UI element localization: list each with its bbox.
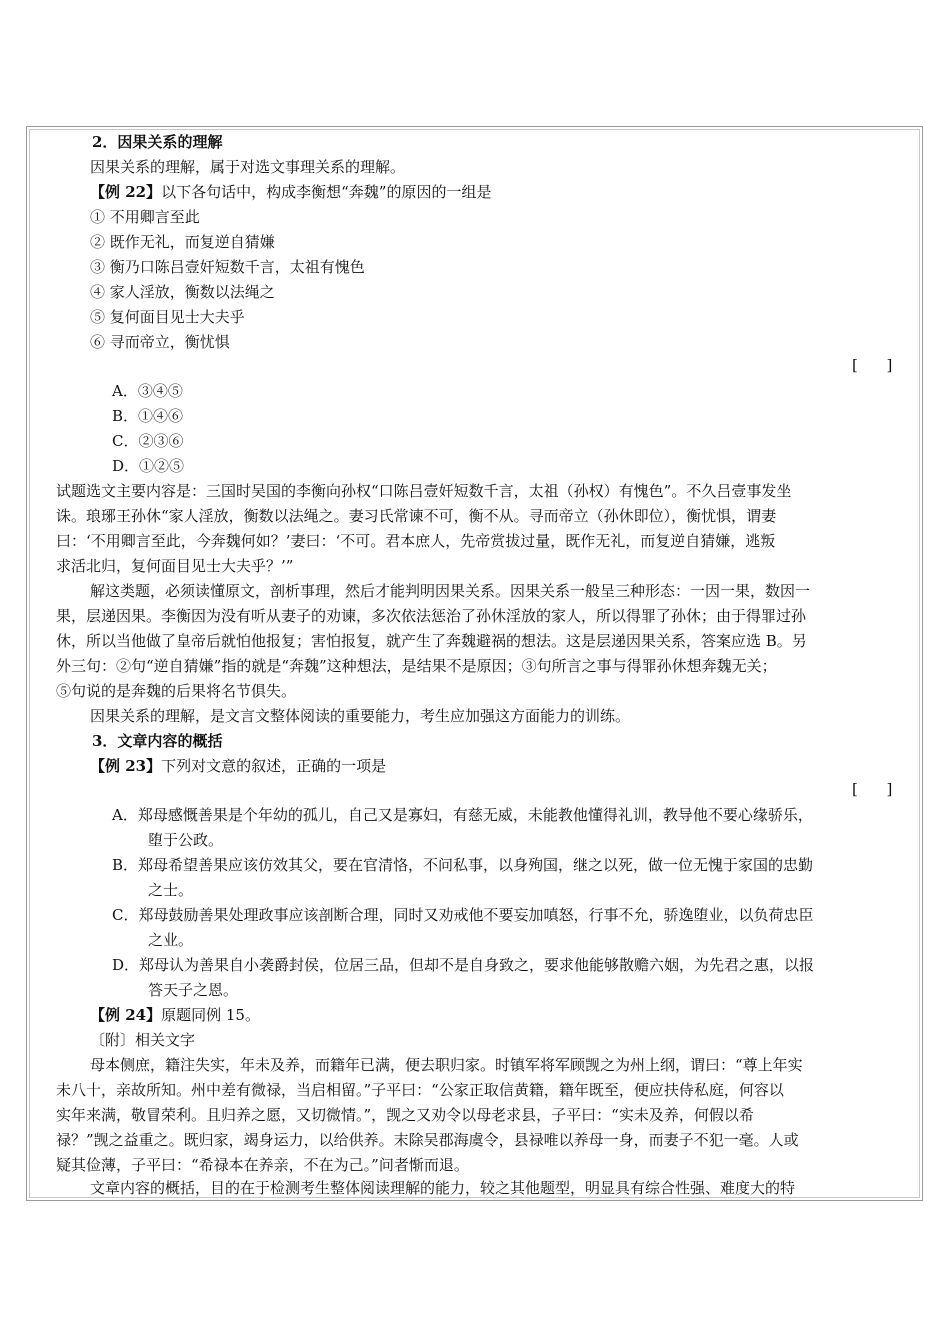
document-body xyxy=(52,127,912,1199)
example-23-option-c: C．郑母鼓励善果处理政事应该剖断合理，同时又劝戒他不要妄加嗔怒，行事不允，骄逸堕业，以负荷忠臣 xyxy=(112,906,814,924)
example-22-item: ⑤ 复何面目见士大夫乎 xyxy=(90,308,245,326)
example-22-text: 以下各句话中，构成李衡想“奔魏”的原因的一组是 xyxy=(161,183,492,201)
appendix-line: 疑其俭薄，子平曰：“希禄本在养亲，不在为己。”问者惭而退。 xyxy=(56,1156,469,1174)
example-22-option-b: B．①④⑥ xyxy=(112,407,184,425)
example-22-option-d: D．①②⑤ xyxy=(112,457,185,475)
analysis-1-line: 诛。琅琊王孙休“家人淫放，衡数以法绳之。妻习氏常谏不可，衡不从。寻而帝立（孙休即位），衡忧惧，谓妻 xyxy=(56,507,777,525)
section-2-intro: 因果关系的理解，属于对选文事理关系的理解。 xyxy=(90,158,406,176)
example-22-label: 【例 22】 xyxy=(90,183,162,201)
example-22-option-c: C．②③⑥ xyxy=(112,432,184,450)
example-23-text: 下列对文意的叙述，正确的一项是 xyxy=(161,757,387,775)
example-22-option-a: A．③④⑤ xyxy=(112,382,183,400)
example-23-option-b: B．郑母希望善果应该仿效其父，要在官清恪，不问私事，以身殉国，继之以死，做一位无愧于家国的忠勤 xyxy=(112,856,814,874)
analysis-2-line: 果，层递因果。李衡因为没有听从妻子的劝谏，多次依法惩治了孙休淫放的家人，所以得罪了孙休；由于得罪过孙 xyxy=(56,607,807,625)
section-2-heading: 2．因果关系的理解 xyxy=(92,133,223,151)
appendix-line: 禄？”觊之益重之。既归家，竭身运力，以给供养。末除吴郡海虞令，县禄唯以养母一身，而妻子不犯一毫。人或 xyxy=(56,1131,799,1149)
appendix-label: 〔附〕相关文字 xyxy=(90,1031,196,1049)
analysis-1-line: 曰：‘不用卿言至此，今奔魏何如？’妻曰：‘不可。君本庶人，先帝赏拔过量，既作无礼，而复逆自猜嫌，逃叛 xyxy=(56,532,776,550)
section-3-heading: 3．文章内容的概括 xyxy=(92,732,223,750)
example-23-option-a: A．郑母感慨善果是个年幼的孤儿，自己又是寡妇，有慈无威，未能教他懂得礼训，教导他不要心缘骄乐， xyxy=(112,806,813,824)
analysis-2-line: ⑤句说的是奔魏的后果将名节俱失。 xyxy=(56,682,297,700)
example-23-label: 【例 23】 xyxy=(90,757,162,775)
example-22-item: ② 既作无礼，而复逆自猜嫌 xyxy=(90,233,275,251)
appendix-line: 实年来满，敬冒荣利。且归养之愿，又切微情。”，觊之又劝令以母老求县，子平曰：“实未及养，何假以希 xyxy=(56,1106,754,1124)
appendix-line: 母本侧庶，籍注失实，年未及养，而籍年已满，便去职归家。时镇军将军顾觊之为州上纲，谓曰：“尊上年实 xyxy=(90,1056,803,1074)
analysis-1-line: 求活北归，复何面目见士大夫乎？’” xyxy=(56,557,294,575)
analysis-1-line: 试题选文主要内容是：三国时吴国的李衡向孙权“口陈吕壹奸短数千言，太祖（孙权）有愧色”。不久吕壹事发坐 xyxy=(56,482,792,500)
example-24-text: 原题同例 15。 xyxy=(161,1006,260,1024)
appendix-line: 未八十，亲故所知。州中差有微禄，当启相留。”子平曰：“公家正取信黄籍，籍年既至，便应扶侍私庭，何容以 xyxy=(56,1081,784,1099)
example-23-option-d-cont: 答天子之恩。 xyxy=(148,981,239,999)
example-23-option-a-cont: 堕于公政。 xyxy=(148,831,224,849)
example-24 xyxy=(90,1003,260,1027)
analysis-2-line: 休，所以当他做了皇帝后就怕他报复；害怕报复，就产生了奔魏避祸的想法。这是层递因果关系，答案应选 B。另 xyxy=(56,632,807,650)
analysis-2-line: 外三句：②句“逆自猜嫌”指的就是“奔魏”这种想法，是结果不是原因；③句所言之事与得罪孙休想奔魏无关； xyxy=(56,657,777,675)
example-23-question xyxy=(90,754,386,778)
answer-bracket: [ ] xyxy=(852,356,893,374)
answer-bracket: [ ] xyxy=(852,780,893,798)
example-23-option-c-cont: 之业。 xyxy=(148,931,194,949)
example-22-question xyxy=(90,180,491,204)
section-2-summary: 因果关系的理解，是文言文整体阅读的重要能力，考生应加强这方面能力的训练。 xyxy=(90,707,631,725)
analysis-2-line: 解这类题，必须读懂原文，剖析事理，然后才能判明因果关系。因果关系一般呈三种形态：一因一果，数因一 xyxy=(90,582,811,600)
example-23-option-b-cont: 之士。 xyxy=(148,881,194,899)
example-24-label: 【例 24】 xyxy=(90,1006,162,1024)
example-22-item: ① 不用卿言至此 xyxy=(90,208,200,226)
example-23-option-d: D．郑母认为善果自小袭爵封侯，位居三品，但却不是自身致之，要求他能够散赡六姻，为先君之惠，以报 xyxy=(112,956,815,974)
section-3-summary: 文章内容的概括，目的在于检测考生整体阅读理解的能力，较之其他题型，明显具有综合性强、难度大的特 xyxy=(90,1179,796,1197)
example-22-item: ③ 衡乃口陈吕壹奸短数千言，太祖有愧色 xyxy=(90,258,365,276)
example-22-item: ④ 家人淫放，衡数以法绳之 xyxy=(90,283,275,301)
example-22-item: ⑥ 寻而帝立，衡忧惧 xyxy=(90,333,230,351)
